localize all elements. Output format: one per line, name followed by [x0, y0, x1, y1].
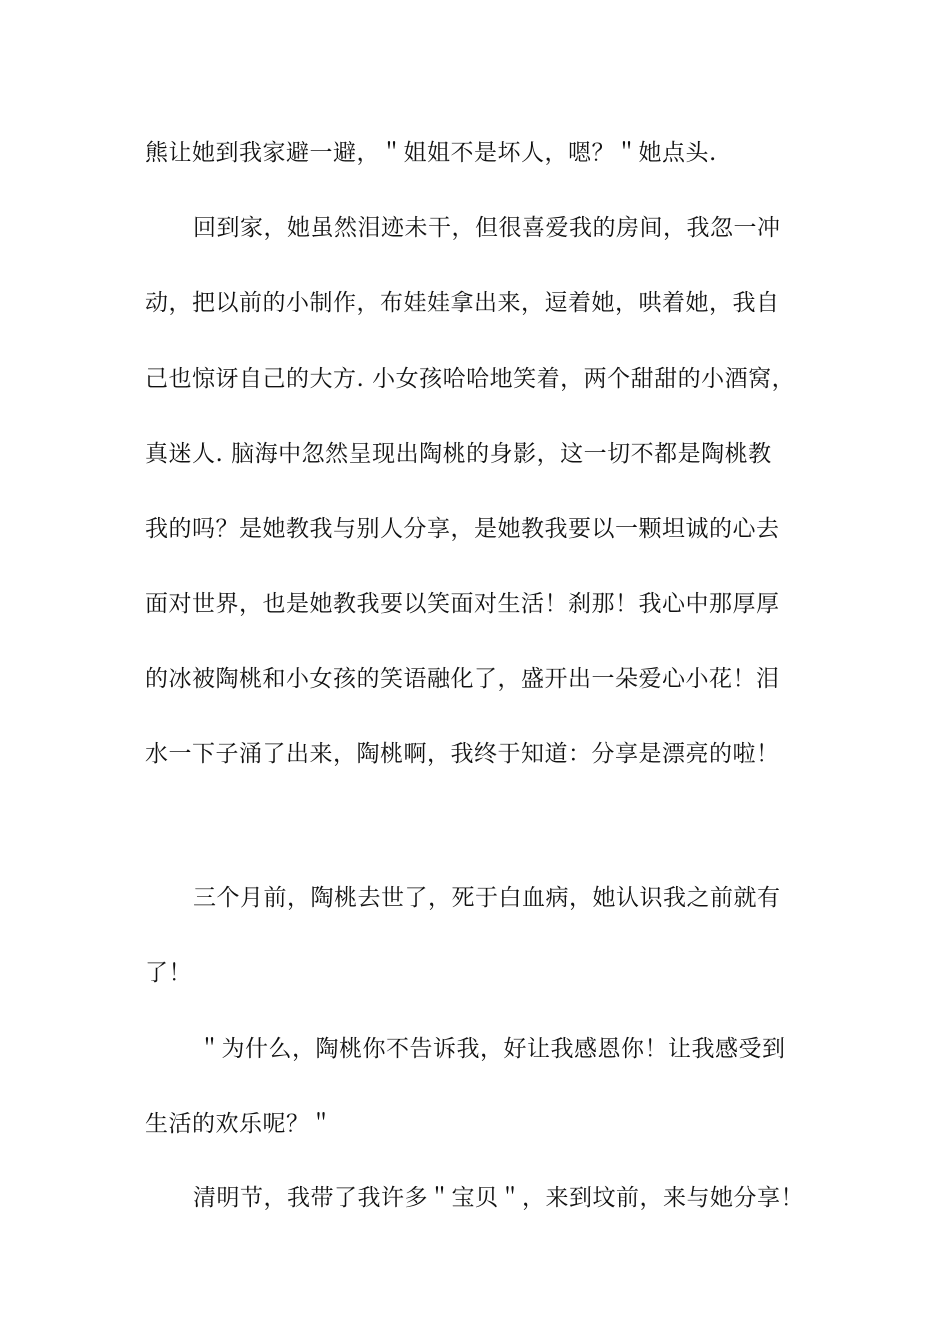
paragraph-line: 真迷人. 脑海中忽然呈现出陶桃的身影，这一切不都是陶桃教: [145, 441, 772, 467]
paragraph-line: 己也惊讶自己的大方. 小女孩哈哈地笑着，两个甜甜的小酒窝，: [145, 366, 796, 392]
paragraph-line: 清明节，我带了我许多＂宝贝＂，来到坟前，来与她分享！: [193, 1185, 804, 1211]
paragraph-line: 的冰被陶桃和小女孩的笑语融化了，盛开出一朵爱心小花！泪: [145, 666, 780, 692]
paragraph-line: ＂为什么，陶桃你不告诉我，好让我感恩你！让我感受到: [198, 1036, 786, 1062]
paragraph-line: 动，把以前的小制作，布娃娃拿出来，逗着她，哄着她，我自: [145, 290, 780, 316]
paragraph-line: 水一下子涌了出来，陶桃啊，我终于知道：分享是漂亮的啦！: [145, 741, 780, 767]
paragraph-line: 了！: [145, 960, 192, 986]
paragraph-line: 回到家，她虽然泪迹未干，但很喜爱我的房间，我忽一冲: [193, 215, 781, 241]
paragraph-line: 生活的欢乐呢？＂: [145, 1111, 333, 1137]
paragraph-line: 三个月前，陶桃去世了，死于白血病，她认识我之前就有: [193, 885, 781, 911]
paragraph-line: 面对世界，也是她教我要以笑面对生活！刹那！我心中那厚厚: [145, 591, 780, 617]
paragraph-line: 我的吗？是她教我与别人分享，是她教我要以一颗坦诚的心去: [145, 516, 780, 542]
paragraph-line: 熊让她到我家避一避，＂姐姐不是坏人，嗯？＂她点头.: [145, 140, 717, 166]
